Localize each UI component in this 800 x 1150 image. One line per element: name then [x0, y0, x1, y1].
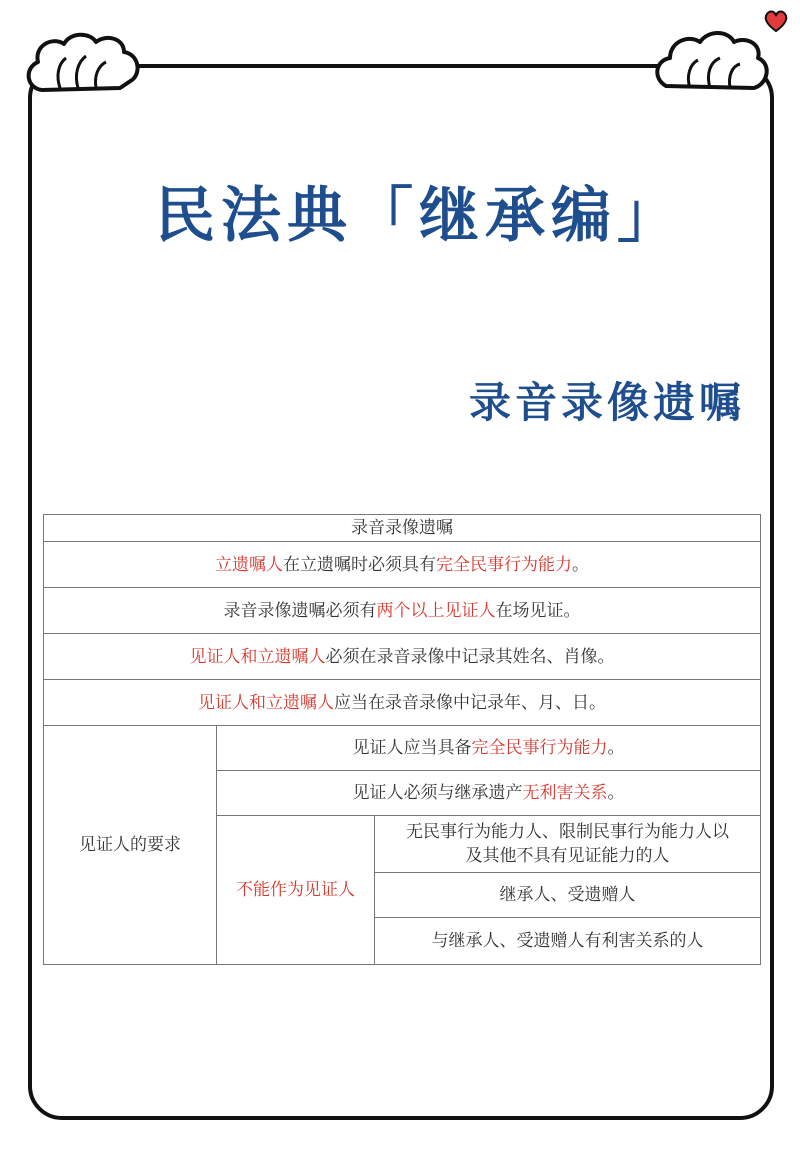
excluded-witness-cell: 与继承人、受遗赠人有利害关系的人	[375, 918, 761, 965]
plain-text: 。	[572, 554, 589, 575]
rule-cell	[44, 680, 761, 726]
rule-cell	[44, 588, 761, 634]
highlight-text: 完全民事行为能力	[471, 738, 608, 758]
highlight-text: 两个以上见证人	[376, 600, 496, 621]
table-body	[44, 515, 761, 965]
right-cloud-doodle-icon	[648, 26, 778, 98]
excluded-witness-cell: 无民事行为能力人、限制民事行为能力人以及其他不具有见证能力的人	[375, 816, 761, 873]
highlight-text: 见证人和立遗嘱人	[198, 692, 334, 713]
plain-text: 见证人必须与继承遗产	[352, 783, 523, 803]
excluded-witness-cell: 继承人、受遗赠人	[375, 873, 761, 918]
table-row	[44, 588, 761, 634]
plain-text: 在场见证。	[495, 600, 581, 621]
requirement-cell	[217, 726, 761, 771]
plain-text: 。	[607, 783, 625, 803]
witness-requirements-label: 见证人的要求	[44, 726, 217, 965]
plain-text: 见证人应当具备	[352, 738, 472, 758]
table-header-row	[44, 515, 761, 542]
table-row	[44, 634, 761, 680]
table-row	[44, 726, 761, 771]
page-subtitle: 录音录像遗嘱	[468, 378, 745, 427]
plain-text: 必须在录音录像中记录其姓名、肖像。	[325, 646, 615, 667]
rule-cell	[44, 542, 761, 588]
table-row	[44, 542, 761, 588]
table-header-cell: 录音录像遗嘱	[44, 515, 761, 542]
plain-text: 应当在录音录像中记录年、月、日。	[334, 692, 606, 713]
page-title: 民法典「继承编」	[155, 181, 683, 251]
plain-text: 。	[607, 738, 625, 758]
table-row	[44, 680, 761, 726]
rule-cell	[44, 634, 761, 680]
will-requirements-table	[43, 514, 761, 965]
heart-doodle-icon	[762, 8, 790, 34]
highlight-text: 立遗嘱人	[215, 554, 283, 575]
left-cloud-doodle-icon	[20, 28, 150, 98]
requirement-cell	[217, 771, 761, 816]
plain-text: 录音录像遗嘱必须有	[223, 600, 377, 621]
plain-text: 在立遗嘱时必须具有	[283, 554, 436, 575]
highlight-text: 见证人和立遗嘱人	[189, 646, 326, 667]
highlight-text: 完全民事行为能力	[436, 554, 572, 575]
cannot-be-witness-label: 不能作为见证人	[217, 816, 375, 965]
highlight-text: 无利害关系	[522, 783, 608, 803]
